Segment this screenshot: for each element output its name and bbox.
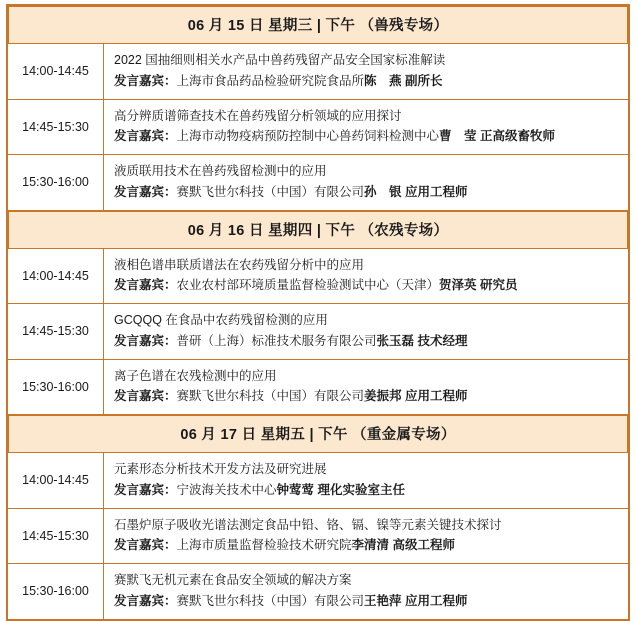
- table-row: [8, 453, 628, 509]
- speaker-org: 上海市动物疫病预防控制中心兽药饲料检测中心: [176, 129, 440, 144]
- speaker-org: 赛默飞世尔科技（中国）有限公司: [176, 184, 365, 199]
- speaker-name: 姜振邦 应用工程师: [364, 389, 468, 404]
- section-header-day2: 06 月 16 日 星期四 | 下午 （农残专场）: [8, 211, 628, 249]
- session-topic: 石墨炉原子吸收光谱法测定食品中铅、铬、镉、镍等元素关键技术探讨: [114, 517, 502, 532]
- speaker-label: 发言嘉宾：: [114, 184, 177, 199]
- session-topic: GCQQQ 在食品中农药残留检测的应用: [114, 313, 328, 327]
- table-row: [8, 509, 628, 565]
- session-detail: [104, 360, 628, 415]
- session-topic: 元素形态分析技术开发方法及研究进展: [114, 462, 327, 476]
- session-topic: 液相色谱串联质谱法在农药残留分析中的应用: [114, 257, 365, 272]
- session-topic: 液质联用技术在兽药残留检测中的应用: [114, 164, 327, 178]
- session-detail: [104, 100, 628, 155]
- speaker-name: 陈 燕 副所长: [364, 73, 443, 88]
- section-header-day3: 06 月 17 日 星期五 | 下午 （重金属专场）: [8, 415, 628, 453]
- session-topic: 高分辨质谱筛查技术在兽药残留分析领域的应用探讨: [114, 108, 402, 123]
- speaker-name: 李清清 高级工程师: [351, 538, 456, 553]
- speaker-label: 发言嘉宾：: [114, 333, 177, 348]
- speaker-line: [114, 387, 620, 406]
- time-slot: 14:45-15:30: [8, 509, 104, 564]
- time-slot: 15:30-16:00: [8, 155, 104, 210]
- table-row: [8, 564, 628, 619]
- agenda-section: [7, 5, 629, 210]
- table-row: [8, 44, 628, 100]
- speaker-org: 赛默飞世尔科技（中国）有限公司: [176, 389, 365, 404]
- session-detail: [104, 155, 628, 210]
- table-row: [8, 360, 628, 415]
- speaker-org: 宁波海关技术中心: [176, 482, 277, 497]
- time-slot: 14:45-15:30: [8, 100, 104, 155]
- speaker-line: [114, 72, 620, 91]
- table-row: [8, 100, 628, 156]
- agenda-table: [6, 4, 630, 621]
- time-slot: 14:00-14:45: [8, 44, 104, 99]
- session-topic: 离子色谱在农残检测中的应用: [114, 368, 277, 383]
- speaker-line: [114, 276, 620, 295]
- agenda-section: [7, 414, 629, 620]
- speaker-label: 发言嘉宾：: [114, 278, 177, 293]
- speaker-line: [114, 592, 620, 611]
- agenda-section: [7, 210, 629, 415]
- speaker-line: [114, 481, 620, 500]
- speaker-line: [114, 183, 620, 202]
- table-row: [8, 304, 628, 360]
- time-slot: 14:45-15:30: [8, 304, 104, 359]
- speaker-org: 上海市质量监督检验技术研究院: [176, 538, 352, 553]
- time-slot: 14:00-14:45: [8, 249, 104, 304]
- speaker-org: 农业农村部环境质量监督检验测试中心（天津）: [176, 278, 440, 293]
- speaker-label: 发言嘉宾：: [114, 73, 177, 88]
- speaker-label: 发言嘉宾：: [114, 538, 177, 553]
- section-header-day1: 06 月 15 日 星期三 | 下午 （兽残专场）: [8, 6, 628, 44]
- session-detail: [104, 44, 628, 99]
- session-detail: [104, 304, 628, 359]
- speaker-org: 普研（上海）标准技术服务有限公司: [176, 333, 377, 348]
- time-slot: 15:30-16:00: [8, 360, 104, 415]
- speaker-label: 发言嘉宾：: [114, 389, 177, 404]
- speaker-line: [114, 536, 620, 555]
- speaker-line: [114, 332, 620, 351]
- session-detail: [104, 249, 628, 304]
- session-topic: 赛默飞无机元素在食品安全领域的解决方案: [114, 573, 352, 587]
- table-row: [8, 249, 628, 305]
- speaker-name: 张玉磊 技术经理: [376, 333, 468, 348]
- speaker-name: 贺泽英 研究员: [439, 278, 518, 293]
- session-detail: [104, 509, 628, 564]
- speaker-name: 钟莺莺 理化实验室主任: [276, 482, 406, 497]
- session-detail: [104, 564, 628, 619]
- session-topic: 2022 国抽细则相关水产品中兽药残留产品安全国家标准解读: [114, 53, 446, 67]
- speaker-name: 曹 莹 正高级畜牧师: [439, 129, 556, 144]
- speaker-line: [114, 127, 620, 146]
- speaker-org: 上海市食品药品检验研究院食品所: [176, 73, 365, 88]
- speaker-label: 发言嘉宾：: [114, 129, 177, 144]
- speaker-label: 发言嘉宾：: [114, 482, 177, 497]
- table-row: [8, 155, 628, 210]
- time-slot: 15:30-16:00: [8, 564, 104, 619]
- speaker-name: 孙 银 应用工程师: [364, 184, 468, 199]
- session-detail: [104, 453, 628, 508]
- speaker-org: 赛默飞世尔科技（中国）有限公司: [176, 593, 365, 608]
- speaker-name: 王艳萍 应用工程师: [364, 593, 468, 608]
- time-slot: 14:00-14:45: [8, 453, 104, 508]
- speaker-label: 发言嘉宾：: [114, 593, 177, 608]
